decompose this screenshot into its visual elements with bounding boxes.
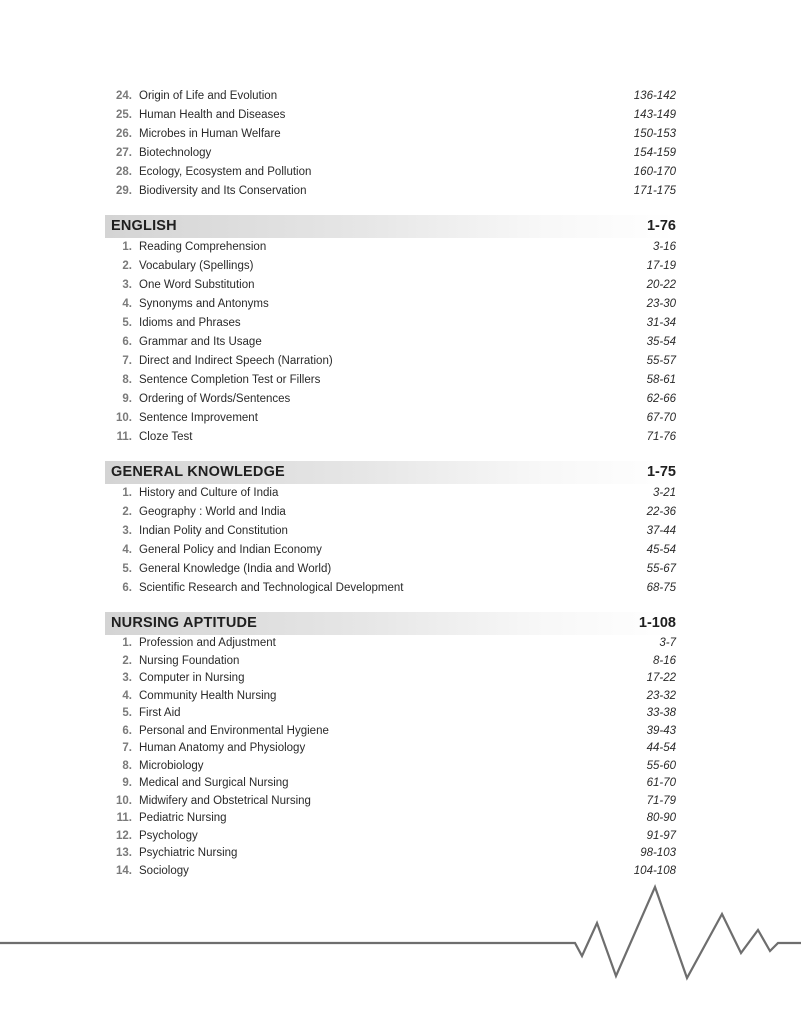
item-pages: 55-57 <box>646 355 676 367</box>
item-title: Geography : World and India <box>139 506 286 518</box>
item-number: 26. <box>116 128 132 140</box>
item-title: Cloze Test <box>139 431 193 443</box>
item-number: 3. <box>122 672 132 684</box>
list-item <box>110 579 676 598</box>
section-header <box>105 612 676 635</box>
item-pages: 55-60 <box>646 759 676 772</box>
item-number: 3. <box>122 525 132 537</box>
item-pages: 17-19 <box>646 260 676 272</box>
item-pages: 17-22 <box>646 672 676 684</box>
item-number: 1. <box>122 241 132 253</box>
item-number: 1. <box>122 487 132 499</box>
section-nursing-aptitude <box>110 612 676 880</box>
list-item <box>110 828 676 846</box>
item-pages: 55-67 <box>646 563 676 575</box>
item-pages: 143-149 <box>633 109 676 121</box>
item-number: 6. <box>122 724 132 737</box>
list-item <box>110 503 676 522</box>
item-pages: 23-32 <box>646 689 676 702</box>
item-title: Origin of Life and Evolution <box>139 90 278 102</box>
item-title: History and Culture of India <box>139 487 279 499</box>
heartbeat-line <box>0 887 801 978</box>
item-pages: 80-90 <box>646 812 676 824</box>
item-pages: 8-16 <box>652 654 676 667</box>
item-pages: 104-108 <box>633 864 676 877</box>
item-pages: 44-54 <box>646 742 676 754</box>
item-pages: 71-79 <box>646 794 676 807</box>
list-item <box>110 428 676 447</box>
item-number: 8. <box>122 759 132 772</box>
item-title: Microbes in Human Welfare <box>139 128 281 140</box>
item-pages: 3-16 <box>652 241 676 253</box>
list-item <box>110 740 676 758</box>
item-title: Synonyms and Antonyms <box>139 298 269 310</box>
item-number: 1. <box>122 637 132 649</box>
list-item <box>110 295 676 314</box>
item-pages: 154-159 <box>633 147 676 159</box>
item-pages: 58-61 <box>646 374 676 386</box>
section-title: ENGLISH <box>111 218 177 234</box>
list-item <box>110 87 676 106</box>
list-item <box>110 352 676 371</box>
list-item <box>110 793 676 811</box>
list-item <box>110 238 676 257</box>
item-title: Vocabulary (Spellings) <box>139 260 254 272</box>
item-number: 29. <box>116 185 132 197</box>
list-item <box>110 775 676 793</box>
item-title: General Policy and Indian Economy <box>139 544 322 556</box>
item-number: 27. <box>116 147 132 159</box>
item-number: 5. <box>122 317 132 329</box>
item-title: Reading Comprehension <box>139 241 267 253</box>
item-pages: 3-21 <box>652 487 676 499</box>
item-title: Human Health and Diseases <box>139 109 286 121</box>
item-number: 2. <box>122 506 132 518</box>
item-number: 25. <box>116 109 132 121</box>
item-pages: 37-44 <box>646 525 676 537</box>
item-number: 8. <box>122 374 132 386</box>
list-item <box>110 670 676 688</box>
item-number: 2. <box>122 260 132 272</box>
item-pages: 23-30 <box>646 298 676 310</box>
list-item <box>110 484 676 503</box>
item-title: Sentence Completion Test or Fillers <box>139 374 321 386</box>
item-number: 6. <box>122 336 132 348</box>
list-item <box>110 257 676 276</box>
item-title: Computer in Nursing <box>139 672 245 684</box>
item-title: Human Anatomy and Physiology <box>139 742 306 754</box>
list-item <box>110 541 676 560</box>
item-number: 5. <box>122 707 132 719</box>
item-title: Sentence Improvement <box>139 412 258 424</box>
section-pages: 1-76 <box>646 218 676 234</box>
list-item <box>110 125 676 144</box>
item-number: 4. <box>122 689 132 702</box>
item-number: 7. <box>122 355 132 367</box>
item-title: Indian Polity and Constitution <box>139 525 288 537</box>
list-item <box>110 314 676 333</box>
item-pages: 62-66 <box>646 393 676 405</box>
list-item <box>110 635 676 653</box>
item-number: 9. <box>122 393 132 405</box>
list-item <box>110 522 676 541</box>
section-header <box>105 215 676 238</box>
item-pages: 98-103 <box>640 847 676 859</box>
item-pages: 91-97 <box>646 829 676 842</box>
item-title: Ecology, Ecosystem and Pollution <box>139 166 312 178</box>
item-pages: 71-76 <box>646 431 676 443</box>
section-pages: 1-108 <box>638 615 676 631</box>
item-title: Psychiatric Nursing <box>139 847 238 859</box>
section-general-knowledge <box>110 461 676 598</box>
item-title: Microbiology <box>139 759 204 772</box>
item-pages: 160-170 <box>633 166 676 178</box>
item-title: Biotechnology <box>139 147 212 159</box>
list-item <box>110 758 676 776</box>
item-title: Personal and Environmental Hygiene <box>139 724 329 737</box>
item-number: 4. <box>122 298 132 310</box>
item-pages: 31-34 <box>646 317 676 329</box>
biology-continued-list <box>110 87 676 201</box>
item-title: Profession and Adjustment <box>139 637 276 649</box>
list-item <box>110 106 676 125</box>
item-number: 5. <box>122 563 132 575</box>
item-pages: 67-70 <box>646 412 676 424</box>
item-title: Midwifery and Obstetrical Nursing <box>139 794 311 807</box>
list-item <box>110 182 676 201</box>
item-number: 6. <box>122 582 132 594</box>
item-number: 7. <box>122 742 132 754</box>
list-item <box>110 276 676 295</box>
item-pages: 35-54 <box>646 336 676 348</box>
item-number: 9. <box>122 777 132 789</box>
list-item <box>110 390 676 409</box>
item-number: 11. <box>116 812 132 824</box>
item-pages: 150-153 <box>633 128 676 140</box>
item-title: General Knowledge (India and World) <box>139 563 332 575</box>
item-pages: 171-175 <box>633 185 676 197</box>
item-number: 24. <box>116 90 132 102</box>
item-pages: 68-75 <box>646 582 676 594</box>
item-title: Community Health Nursing <box>139 689 277 702</box>
item-title: Biodiversity and Its Conservation <box>139 185 307 197</box>
item-pages: 33-38 <box>646 707 676 719</box>
item-number: 4. <box>122 544 132 556</box>
item-title: Pediatric Nursing <box>139 812 227 824</box>
item-pages: 61-70 <box>646 777 676 789</box>
list-item <box>110 723 676 741</box>
item-number: 14. <box>116 864 132 877</box>
list-item <box>110 810 676 828</box>
list-item <box>110 163 676 182</box>
item-pages: 39-43 <box>646 724 676 737</box>
item-number: 11. <box>116 431 132 443</box>
item-number: 3. <box>122 279 132 291</box>
item-title: Sociology <box>139 864 189 877</box>
item-number: 28. <box>116 166 132 178</box>
item-title: Ordering of Words/Sentences <box>139 393 291 405</box>
item-title: Scientific Research and Technological Development <box>139 582 404 594</box>
list-item <box>110 845 676 863</box>
list-item <box>110 333 676 352</box>
list-item <box>110 144 676 163</box>
item-pages: 20-22 <box>646 279 676 291</box>
item-number: 13. <box>116 847 132 859</box>
item-title: Grammar and Its Usage <box>139 336 262 348</box>
item-title: Psychology <box>139 829 198 842</box>
section-header <box>105 461 676 484</box>
item-title: Medical and Surgical Nursing <box>139 777 289 789</box>
item-number: 10. <box>116 794 132 807</box>
item-pages: 45-54 <box>646 544 676 556</box>
section-title: GENERAL KNOWLEDGE <box>111 464 285 480</box>
section-pages: 1-75 <box>646 464 676 480</box>
item-number: 10. <box>116 412 132 424</box>
item-title: First Aid <box>139 707 181 719</box>
section-english <box>110 215 676 447</box>
list-item <box>110 688 676 706</box>
item-title: One Word Substitution <box>139 279 255 291</box>
item-title: Idioms and Phrases <box>139 317 241 329</box>
list-item <box>110 560 676 579</box>
heartbeat-line-icon <box>0 870 801 990</box>
item-title: Direct and Indirect Speech (Narration) <box>139 355 333 367</box>
item-number: 12. <box>116 829 132 842</box>
item-pages: 136-142 <box>633 90 676 102</box>
item-pages: 22-36 <box>646 506 676 518</box>
list-item <box>110 409 676 428</box>
list-item <box>110 705 676 723</box>
list-item <box>110 371 676 390</box>
item-title: Nursing Foundation <box>139 654 240 667</box>
item-pages: 3-7 <box>659 637 676 649</box>
section-title: NURSING APTITUDE <box>111 615 258 631</box>
item-number: 2. <box>122 654 132 667</box>
list-item <box>110 653 676 671</box>
